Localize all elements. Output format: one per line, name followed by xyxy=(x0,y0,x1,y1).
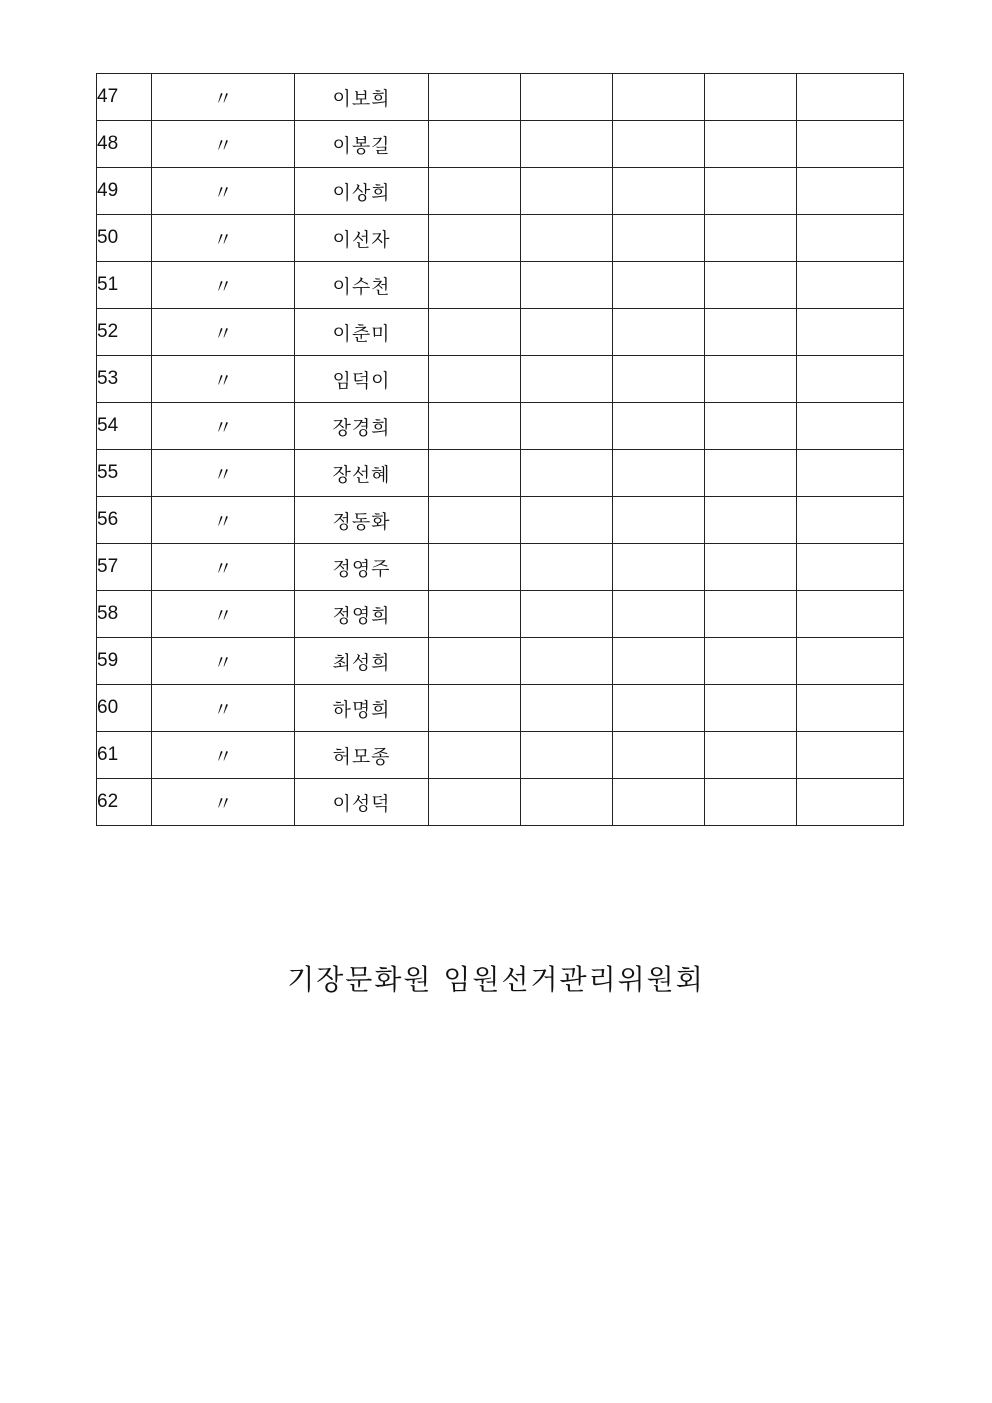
empty-cell xyxy=(521,215,613,262)
ditto-mark: 〃 xyxy=(152,497,295,544)
empty-cell xyxy=(521,168,613,215)
ditto-mark: 〃 xyxy=(152,356,295,403)
empty-cell xyxy=(797,215,904,262)
ditto-mark: 〃 xyxy=(152,74,295,121)
member-name: 임덕이 xyxy=(295,356,429,403)
row-number: 57 xyxy=(97,544,152,591)
empty-cell xyxy=(705,309,797,356)
table-row xyxy=(97,591,904,638)
row-number: 60 xyxy=(97,685,152,732)
empty-cell xyxy=(521,779,613,826)
empty-cell xyxy=(797,638,904,685)
ditto-mark: 〃 xyxy=(152,732,295,779)
row-number: 52 xyxy=(97,309,152,356)
ditto-mark: 〃 xyxy=(152,544,295,591)
empty-cell xyxy=(429,544,521,591)
empty-cell xyxy=(797,356,904,403)
empty-cell xyxy=(705,262,797,309)
empty-cell xyxy=(521,121,613,168)
empty-cell xyxy=(521,732,613,779)
empty-cell xyxy=(797,168,904,215)
empty-cell xyxy=(705,450,797,497)
empty-cell xyxy=(705,685,797,732)
empty-cell xyxy=(521,450,613,497)
empty-cell xyxy=(797,450,904,497)
empty-cell xyxy=(429,215,521,262)
table-row xyxy=(97,356,904,403)
empty-cell xyxy=(429,74,521,121)
member-name: 이수천 xyxy=(295,262,429,309)
empty-cell xyxy=(613,544,705,591)
empty-cell xyxy=(429,262,521,309)
empty-cell xyxy=(613,309,705,356)
empty-cell xyxy=(705,591,797,638)
empty-cell xyxy=(797,779,904,826)
ditto-mark: 〃 xyxy=(152,215,295,262)
row-number: 54 xyxy=(97,403,152,450)
table-row xyxy=(97,497,904,544)
empty-cell xyxy=(705,168,797,215)
empty-cell xyxy=(521,74,613,121)
member-name: 장선혜 xyxy=(295,450,429,497)
table-row xyxy=(97,544,904,591)
row-number: 49 xyxy=(97,168,152,215)
empty-cell xyxy=(705,497,797,544)
ditto-mark: 〃 xyxy=(152,779,295,826)
row-number: 48 xyxy=(97,121,152,168)
table-row xyxy=(97,121,904,168)
empty-cell xyxy=(521,591,613,638)
empty-cell xyxy=(613,685,705,732)
member-name: 이성덕 xyxy=(295,779,429,826)
row-number: 58 xyxy=(97,591,152,638)
empty-cell xyxy=(797,74,904,121)
ditto-mark: 〃 xyxy=(152,121,295,168)
table-row xyxy=(97,168,904,215)
empty-cell xyxy=(521,309,613,356)
row-number: 53 xyxy=(97,356,152,403)
empty-cell xyxy=(429,168,521,215)
empty-cell xyxy=(521,497,613,544)
empty-cell xyxy=(429,591,521,638)
empty-cell xyxy=(613,74,705,121)
empty-cell xyxy=(797,544,904,591)
member-roster-table xyxy=(96,73,904,826)
empty-cell xyxy=(797,732,904,779)
empty-cell xyxy=(797,262,904,309)
member-name: 이선자 xyxy=(295,215,429,262)
empty-cell xyxy=(521,356,613,403)
row-number: 51 xyxy=(97,262,152,309)
member-name: 정영희 xyxy=(295,591,429,638)
empty-cell xyxy=(705,638,797,685)
ditto-mark: 〃 xyxy=(152,309,295,356)
empty-cell xyxy=(429,450,521,497)
member-name: 정동화 xyxy=(295,497,429,544)
member-name: 허모종 xyxy=(295,732,429,779)
row-number: 56 xyxy=(97,497,152,544)
member-name: 정영주 xyxy=(295,544,429,591)
table-row xyxy=(97,685,904,732)
empty-cell xyxy=(797,497,904,544)
table-row xyxy=(97,779,904,826)
empty-cell xyxy=(521,403,613,450)
empty-cell xyxy=(797,121,904,168)
empty-cell xyxy=(705,779,797,826)
roster-body xyxy=(97,74,904,826)
empty-cell xyxy=(797,591,904,638)
member-name: 하명희 xyxy=(295,685,429,732)
table-row xyxy=(97,262,904,309)
empty-cell xyxy=(705,356,797,403)
row-number: 61 xyxy=(97,732,152,779)
empty-cell xyxy=(429,121,521,168)
table-row xyxy=(97,309,904,356)
table-row xyxy=(97,732,904,779)
table-row xyxy=(97,215,904,262)
empty-cell xyxy=(429,356,521,403)
member-name: 최성희 xyxy=(295,638,429,685)
member-name: 이봉길 xyxy=(295,121,429,168)
empty-cell xyxy=(429,732,521,779)
empty-cell xyxy=(705,403,797,450)
row-number: 47 xyxy=(97,74,152,121)
empty-cell xyxy=(521,544,613,591)
empty-cell xyxy=(613,262,705,309)
ditto-mark: 〃 xyxy=(152,403,295,450)
table-row xyxy=(97,74,904,121)
empty-cell xyxy=(797,685,904,732)
ditto-mark: 〃 xyxy=(152,168,295,215)
empty-cell xyxy=(613,215,705,262)
empty-cell xyxy=(429,403,521,450)
empty-cell xyxy=(613,168,705,215)
empty-cell xyxy=(705,215,797,262)
empty-cell xyxy=(613,732,705,779)
empty-cell xyxy=(797,403,904,450)
empty-cell xyxy=(613,638,705,685)
empty-cell xyxy=(521,262,613,309)
row-number: 50 xyxy=(97,215,152,262)
empty-cell xyxy=(613,403,705,450)
table-row xyxy=(97,450,904,497)
member-name: 이춘미 xyxy=(295,309,429,356)
empty-cell xyxy=(705,732,797,779)
table-row xyxy=(97,638,904,685)
ditto-mark: 〃 xyxy=(152,685,295,732)
member-name: 이보희 xyxy=(295,74,429,121)
table-row xyxy=(97,403,904,450)
ditto-mark: 〃 xyxy=(152,450,295,497)
ditto-mark: 〃 xyxy=(152,638,295,685)
empty-cell xyxy=(429,685,521,732)
empty-cell xyxy=(613,591,705,638)
empty-cell xyxy=(429,779,521,826)
row-number: 59 xyxy=(97,638,152,685)
ditto-mark: 〃 xyxy=(152,262,295,309)
empty-cell xyxy=(705,544,797,591)
empty-cell xyxy=(521,685,613,732)
empty-cell xyxy=(613,121,705,168)
empty-cell xyxy=(613,356,705,403)
ditto-mark: 〃 xyxy=(152,591,295,638)
member-name: 이상희 xyxy=(295,168,429,215)
organization-name: 기장문화원 임원선거관리위원회 xyxy=(287,963,705,996)
empty-cell xyxy=(797,309,904,356)
empty-cell xyxy=(429,497,521,544)
empty-cell xyxy=(705,121,797,168)
row-number: 55 xyxy=(97,450,152,497)
row-number: 62 xyxy=(97,779,152,826)
empty-cell xyxy=(613,779,705,826)
empty-cell xyxy=(429,309,521,356)
member-name: 장경희 xyxy=(295,403,429,450)
empty-cell xyxy=(429,638,521,685)
empty-cell xyxy=(521,638,613,685)
empty-cell xyxy=(705,74,797,121)
empty-cell xyxy=(613,450,705,497)
empty-cell xyxy=(613,497,705,544)
